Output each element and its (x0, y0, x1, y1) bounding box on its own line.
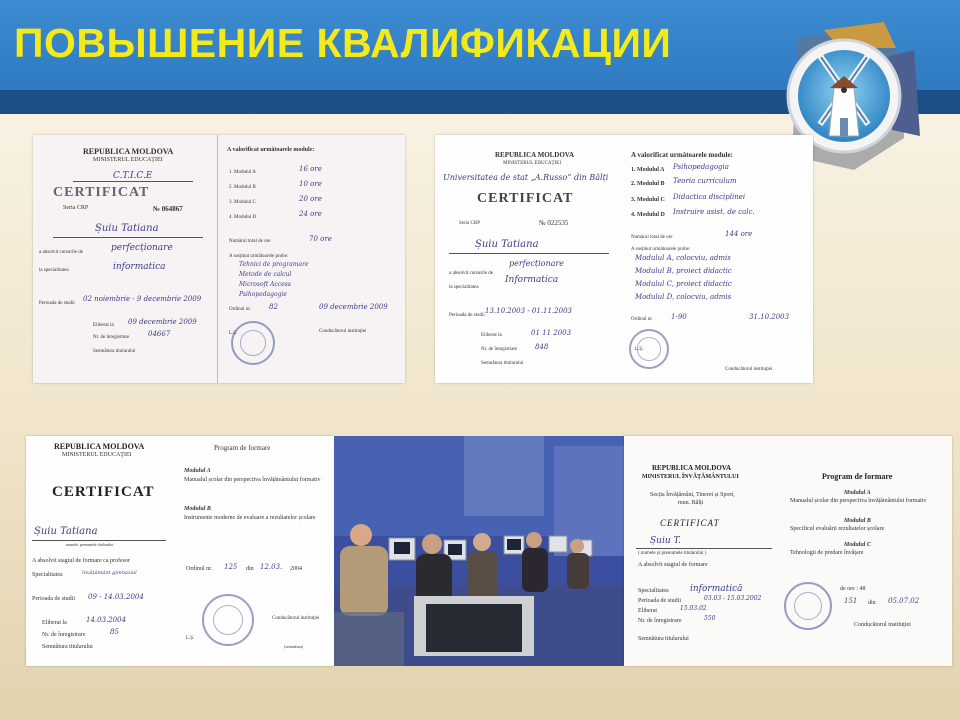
director-label: Conducătorul instituției (854, 622, 911, 628)
series-label: Seria CRP (459, 221, 480, 226)
module-a-value: Psihopedagogia (673, 163, 729, 171)
issued-label: Eliberat la (93, 323, 114, 328)
certificate-number: № 064867 (153, 205, 183, 213)
republic-heading: REPUBLICA MOLDOVA (652, 464, 732, 472)
module-a-label: 1. Modulul A (631, 167, 665, 173)
reg-label: Nr. de înregistrare (93, 335, 130, 340)
order-from: din (868, 600, 876, 606)
stamp-seal (231, 321, 275, 365)
total-value: 70 ore (309, 235, 332, 243)
period-value: 09 - 14.03.2004 (88, 593, 144, 601)
specialty-value: informatica (113, 262, 166, 272)
probe-1: Modulul A, colocviu, admis (635, 254, 731, 262)
order-date: 09 decembrie 2009 (319, 303, 388, 311)
certificate-1 (33, 135, 405, 383)
probe-4: Modulul D, colocviu, admis (635, 293, 732, 301)
probe-3: Modulul C, proiect didactic (635, 280, 732, 288)
module-c-value: 20 ore (299, 195, 322, 203)
order-date: 12.03. (260, 563, 283, 571)
module-d-value: 24 ore (299, 210, 322, 218)
specialty-value: informatică (690, 584, 743, 594)
ls-label: L.Ș. (186, 636, 195, 641)
order-from: din (246, 566, 254, 572)
module-a-label: Modulul A (184, 468, 211, 474)
module-b-label: 2. Modulul B (631, 181, 665, 187)
program-heading: Program de formare (214, 444, 271, 452)
certificate-4 (624, 436, 952, 666)
specialty-label: la specialitatea (449, 285, 479, 290)
module-b-label: Modulul B (184, 506, 211, 512)
probes-label: A susținut următoarele probe: (229, 254, 289, 259)
period-label: Perioada de studii (39, 301, 75, 306)
modules-heading: A valorificat următoarele module: (631, 151, 733, 159)
holder-name: Șuiu T. (650, 536, 682, 546)
order-label: Ordinul nr. (229, 307, 251, 312)
total-label: Numărul total de ore (631, 235, 673, 240)
module-a-text: Manualul școlar din perspectiva învățământului formativ (790, 498, 927, 504)
specialty-label: la specialitatea (39, 268, 69, 273)
specialty-label: Specialitatea (32, 572, 63, 578)
reg-value: 550 (704, 615, 716, 622)
republic-heading: REPUBLICA MOLDOVA (83, 147, 174, 156)
specialty-value: Informatica (505, 275, 559, 285)
order-year: 2004 (290, 566, 302, 572)
probe-2: Modulul B, proiect didactic (635, 267, 732, 275)
republic-heading: REPUBLICA MOLDOVA (54, 442, 145, 451)
module-b-text: Specificul evaluării rezultatelor școlare (790, 526, 885, 532)
certificate-title: CERTIFICAT (660, 518, 720, 528)
probe-1: Tehnici de programare (239, 261, 309, 268)
reg-label: Nr. de înregistrare (481, 347, 518, 352)
module-c-label: 3. Modulul C (229, 200, 256, 205)
certificate-3 (26, 436, 334, 666)
signature-caption: (semnătura) (284, 644, 304, 649)
period-label: Perioada de studii (638, 598, 681, 604)
module-a-label: Modulul A (844, 490, 871, 496)
order-label: Ordinul nr. (631, 317, 653, 322)
issuer-name: C.T.I.C.E (113, 171, 153, 181)
module-b-value: 10 ore (299, 180, 322, 188)
module-a-value: 16 ore (299, 165, 322, 173)
probe-2: Metode de calcul (239, 271, 292, 278)
order-number: 1-90 (671, 313, 687, 321)
absolvit-label: a absolvit cursurile de (449, 271, 494, 276)
ls-label: L.Ș. (229, 331, 238, 336)
module-d-label: 4. Modulul D (631, 212, 665, 218)
probe-4: Psihopedagogie (239, 291, 287, 298)
director-label: Conducătorul instituţiei (319, 329, 367, 334)
issued-label: Eliberat la (481, 333, 502, 338)
issued-label: Eliberat (638, 608, 657, 614)
period-value: 02 noiembrie - 9 decembrie 2009 (83, 295, 202, 303)
issued-value: 01 11 2003 (531, 329, 572, 337)
order-date: 05.07.02 (888, 597, 920, 605)
modules-heading: A valorificat următoarele module: (227, 147, 315, 153)
reg-label: Nr. de înregistrare (638, 618, 682, 624)
module-b-label: Modulul B (844, 518, 871, 524)
name-caption: ( numele și prenumele titularului ) (638, 551, 707, 556)
module-c-label: Modulul C (844, 542, 871, 548)
issuer-line-1: Secția Învățământ, Tineret și Sport, (650, 492, 735, 498)
ministry-heading: MINISTERUL ÎNVĂȚĂMÂNTULUI (642, 474, 739, 480)
total-value: 144 ore (725, 230, 753, 238)
absolvit-label: A absolvit stagiul de formare ca profesor (32, 558, 130, 564)
signature-label: Semnătura titularului (93, 349, 136, 354)
module-d-label: 4. Modulul D (229, 215, 257, 220)
republic-heading: REPUBLICA MOLDOVA (495, 151, 575, 159)
signature-label: Semnătura titularului (638, 636, 689, 642)
holder-name: Șuiu Tatiana (475, 239, 539, 250)
order-date: 31.10.2003 (749, 313, 790, 321)
reg-value: 848 (535, 343, 549, 351)
hours-label: de ore : 48 (840, 586, 866, 592)
specialty-label: Specialitatea (638, 588, 669, 594)
ls-label: L.Ș. (635, 347, 644, 352)
certificate-title: CERTIFICAT (52, 484, 155, 500)
signature-label: Semnătura titularului (481, 361, 524, 366)
issued-value: 15.03.02 (680, 605, 707, 612)
order-number: 82 (269, 303, 278, 311)
module-a-label: 1. Modulul A (229, 170, 256, 175)
classroom-photo (334, 436, 624, 666)
certificate-2 (435, 135, 813, 383)
total-label: Numărul total de ore (229, 239, 271, 244)
period-value: 03.03 - 15.03.2002 (704, 595, 762, 602)
ministry-heading: MINISTERUL EDUCAŢIEI (503, 161, 562, 166)
stamp-seal (202, 594, 254, 646)
period-label: Perioada de studii (449, 313, 485, 318)
order-number: 151 (844, 597, 858, 605)
reg-value: 04667 (148, 330, 171, 338)
course-type: perfecționare (111, 243, 173, 253)
order-label: Ordinul nr. (186, 566, 213, 572)
name-caption: numele, prenumele titularului (66, 542, 114, 547)
issued-label: Eliberat la (42, 620, 67, 626)
certificate-number: № 022535 (539, 219, 569, 227)
certificate-title: CERTIFICAT (477, 191, 574, 206)
module-c-value: Didactica disciplinei (673, 193, 746, 201)
series-label: Seria CRP (63, 205, 89, 211)
module-a-text: Manualul școlar din perspectiva învățământului formativ (184, 477, 321, 483)
issuer-name: Universitatea de stat „A.Russo” din Bălți (443, 173, 609, 182)
holder-name: Șuiu Tatiana (34, 526, 98, 537)
certificate-title: CERTIFICAT (53, 185, 150, 200)
stamp-seal (784, 582, 832, 630)
issued-value: 09 decembrie 2009 (128, 318, 197, 326)
reg-label: Nr. de înregistrare (42, 632, 86, 638)
module-b-value: Teoria curriculum (673, 177, 737, 185)
issuer-line-2: mun. Bălți (678, 500, 704, 506)
module-c-label: 3. Modulul C (631, 197, 665, 203)
holder-name: Șuiu Tatiana (95, 223, 159, 234)
signature-label: Semnătura titularului (42, 644, 93, 650)
module-d-value: Instruire asist. de calc. (673, 208, 755, 216)
module-b-text: Instrumente moderne de evaluare a rezultatelor școlare (184, 515, 316, 521)
specialty-value: învățământ gimnazial (82, 570, 137, 576)
issued-value: 14.03.2004 (86, 616, 127, 624)
reg-value: 85 (110, 628, 119, 636)
ministry-heading: MINISTERUL EDUCAŢIEI (62, 452, 132, 458)
module-b-label: 2. Modulul B (229, 185, 256, 190)
period-label: Perioada de studii (32, 596, 75, 602)
order-number: 125 (224, 563, 238, 571)
probes-label: A susținut următoarele probe: (631, 247, 691, 252)
module-c-text: Tehnologii de predare învățare (790, 550, 864, 556)
director-label: Conducătorul instituţiei (272, 616, 320, 621)
slide-title: ПОВЫШЕНИЕ КВАЛИФИКАЦИИ (14, 20, 672, 66)
probe-3: Microsoft Access (239, 281, 291, 288)
course-type: perfecționare (509, 259, 564, 268)
absolvit-label: a absolvit cursurile de (39, 250, 84, 255)
ministry-heading: MINISTERUL EDUCAŢIEI (93, 157, 163, 163)
program-heading: Program de formare (822, 472, 893, 481)
absolvit-label: A absolvit stagiul de formare (638, 562, 708, 568)
director-label: Conducătorul instituţiei (725, 367, 773, 372)
period-value: 13.10.2003 - 01.11.2003 (485, 307, 572, 315)
